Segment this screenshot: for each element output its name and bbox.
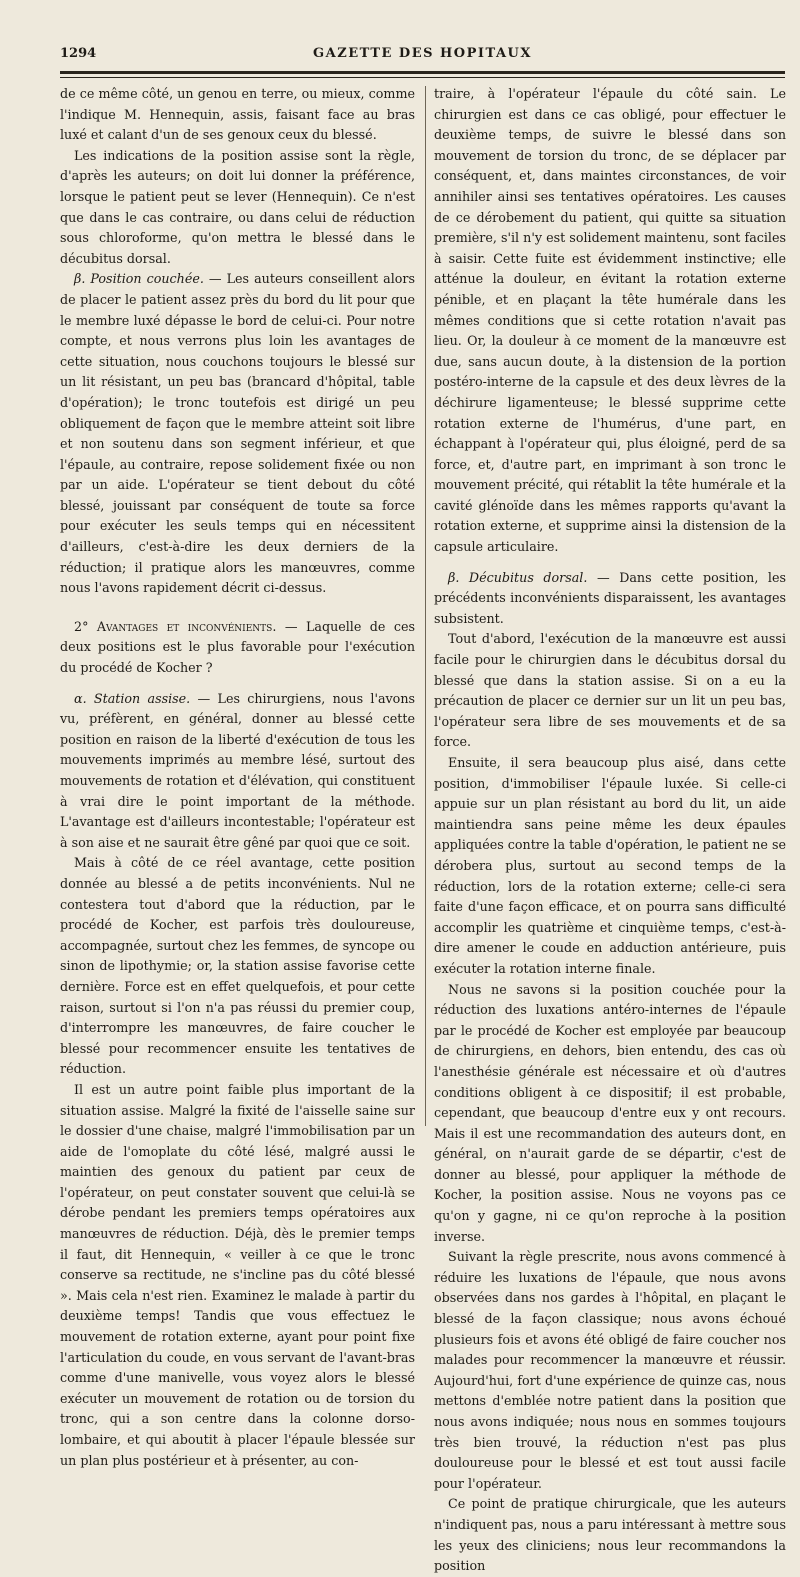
paragraph-lead: β. Position couchée. [74, 271, 204, 287]
paragraph-text: — Laquelle de ces deux positions est le plus favorable pour l'exécution du procédé de Kocher ? [60, 618, 415, 676]
column-divider [425, 86, 426, 1126]
left-column [60, 84, 415, 1471]
paragraph: traire, à l'opérateur l'épaule du côté sain. Le chirurgien est dans ce cas obligé, pour effectuer le deuxième temps, de suivre le blessé dans son mouvement de torsion du tronc, de se déplacer par conséquent, et, dans maintes circonstances, de voir annihiler ainsi ses tentatives opératoires. Les causes de ce dérobement du patient, qui quitte sa situation première, s'il n'y est solidement maintenu, sont faciles à saisir. Cette fuite est évidemment instinctive; elle atténue la douleur, en évitant la rotation externe pénible, et en plaçant la tête humérale dans les mêmes conditions que si cette rotation n'avait pas lieu. Or, la douleur à ce moment de la manœuvre est due, sans aucun doute, à la distension de la portion postéro-interne de la capsule et des deux lèvres de la déchirure ligamenteuse; le blessé supprime cette rotation externe de l'humérus, d'une part, en échappant à l'opérateur qui, plus éloigné, perd de sa force, et, d'autre part, en imprimant à son tronc le mouvement précité, qui rétablit la tête humérale et la cavité glénoïde dans les mêmes rapports qu'avant la rotation externe, et supprime ainsi la distension de la capsule articulaire. [434, 86, 786, 555]
page-number: 1294 [60, 46, 97, 61]
section-heading: 2° Avantages et inconvénients. [74, 618, 277, 634]
paragraph: Mais à côté de ce réel avantage, cette position donnée au blessé a de petits inconvénients. Nul ne contestera tout d'abord que la réduction, par le procédé de Kocher, est parfois très douloureuse, accompagnée, surtout chez les femmes, de syncope ou sinon de lipothymie; or, la station assise favorise cette dernière. Force est en effet quelquefois, et pour cette raison, surtout si l'on n'a pas réussi du premier coup, d'interrompre les manœuvres, de faire coucher le blessé pour recommencer ensuite les tentatives de réduction. [60, 855, 415, 1077]
right-column [434, 84, 786, 1577]
paragraph: Les indications de la position assise sont la règle, d'après les auteurs; on doit lui donner la préférence, lorsque le patient peut se lever (Hennequin). Ce n'est que dans le cas contraire, ou dans celui de réduction sous chloroforme, qu'on mettra le blessé dans le décubitus dorsal. [60, 147, 415, 266]
paragraph-text: — Les auteurs conseillent alors de placer le patient assez près du bord du lit pour que le membre luxé dépasse le bord de celui-ci. Pour notre compte, et nous verrons plus loin les avantages de cette situation, nous couchons toujours le blessé sur un lit résistant, un peu bas (brancard d'hôpital, table d'opération); le tronc toutefois est dirigé un peu obliquement de façon que le membre atteint soit libre et non soutenu dans son segment inférieur, et que l'épaule, au contraire, repose solidement fixée ou non par un aide. L'opérateur se tient debout du côté blessé, jouissant par conséquent de toute sa force pour exécuter les seuls temps qui en nécessitent d'ailleurs, c'est-à-dire les deux derniers de la réduction; il pratique alors les manœuvres, comme nous l'avons rapidement décrit ci-dessus. [60, 271, 415, 596]
header-rule-thin [60, 77, 785, 78]
paragraph [434, 568, 786, 630]
journal-title: GAZETTE DES HOPITAUX [313, 46, 532, 61]
paragraph: de ce même côté, un genou en terre, ou mieux, comme l'indique M. Hennequin, assis, faisant face au bras luxé et calant d'un de ses genoux ceux du blessé. [60, 86, 415, 143]
page-header [60, 46, 785, 66]
paragraph-lead: β. Décubitus dorsal. [448, 569, 588, 585]
paragraph: Ce point de pratique chirurgicale, que les auteurs n'indiquent pas, nous a paru intéressant à mettre sous les yeux des cliniciens; nous leur recommandons la position [434, 1496, 786, 1574]
paragraph: Nous ne savons si la position couchée pour la réduction des luxations antéro-internes de l'épaule par le procédé de Kocher est employée par beaucoup de chirurgiens, en dehors, bien entendu, des cas où l'anesthésie générale est nécessaire et où d'autres conditions obligent à ce dispositif; il est probable, cependant, que beaucoup d'entre eux y ont recours. Mais il est une recommandation des auteurs dont, en général, on n'aurait garde de se départir, c'est de donner au blessé, pour appliquer la méthode de Kocher, la position assise. Nous ne voyons pas ce qu'on y gagne, ni ce qu'on reproche à la position inverse. [434, 981, 786, 1244]
paragraph: Ensuite, il sera beaucoup plus aisé, dans cette position, d'immobiliser l'épaule luxée. Si celle-ci appuie sur un plan résistant au bord du lit, un aide maintiendra sans peine même les deux épaules appliquées contre la table d'opération, le patient ne se dérobera plus, surtout au second temps de la réduction, lors de la rotation externe; celle-ci sera faite d'une façon efficace, et on pourra sans difficulté accomplir les quatrième et cinquième temps, c'est-à-dire amener le coude en adduction antérieure, puis exécuter la rotation interne finale. [434, 755, 786, 976]
paragraph [60, 689, 415, 854]
paragraph [60, 269, 415, 599]
paragraph-text: — Les chirurgiens, nous l'avons vu, préfèrent, en général, donner au blessé cette position en raison de la liberté d'exécution de tous les mouvements imprimés au membre lésé, surtout des mouvements de rotation et d'élévation, qui constituent à vrai dire le point important de la méthode. L'avantage est d'ailleurs incontestable; l'opérateur est à son aise et ne saurait être gêné par quoi que ce soit. [60, 690, 416, 850]
paragraph: Tout d'abord, l'exécution de la manœuvre est aussi facile pour le chirurgien dans le décubitus dorsal du blessé que dans la station assise. Si on a eu la précaution de placer ce dernier sur un lit un peu bas, l'opérateur sera libre de ses mouvements et de sa force. [434, 631, 786, 750]
section-heading-paragraph [60, 617, 415, 679]
paragraph-text: — Dans cette position, les précédents inconvénients disparaissent, les avantages subsistent. [434, 569, 786, 626]
header-rule-thick [60, 71, 785, 74]
paragraph: Il est un autre point faible plus important de la situation assise. Malgré la fixité de l'aisselle saine sur le dossier d'une chaise, malgré l'immobilisation par un aide de l'omoplate du côté lésé, malgré aussi le maintien des genoux du patient par ceux de l'opérateur, on peut constater souvent que celui-là se dérobe pendant les premiers temps opératoires aux manœuvres de réduction. Déjà, dès le premier temps il faut, dit Hennequin, « veiller à ce que le tronc conserve sa rectitude, ne s'incline pas du côté blessé ». Mais cela n'est rien. Examinez le malade à partir du deuxième temps! Tandis que vous effectuez le mouvement de rotation externe, ayant pour point fixe l'articulation du coude, en vous servant de l'avant-bras comme d'une manivelle, vous voyez alors le blessé exécuter un mouvement de rotation ou de torsion du tronc, qui a son centre dans la colonne dorso-lombaire, et qui aboutit à placer l'épaule blessée sur un plan plus postérieur et à présenter, au con- [60, 1081, 415, 1468]
paragraph-lead: α. Station assise. [74, 690, 191, 706]
paragraph: Suivant la règle prescrite, nous avons commencé à réduire les luxations de l'épaule, que nous avons observées dans nos gardes à l'hôpital, en plaçant le blessé de la façon classique; nous avons échoué plusieurs fois et avons été obligé de faire coucher nos malades pour recommencer la manœuvre et réussir. Aujourd'hui, fort d'une expérience de quinze cas, nous mettons d'emblée notre patient dans la position que nous avons indiquée; nous nous en sommes toujours très bien trouvé, la réduction n'est pas plus douloureuse pour le blessé et est tout aussi facile pour l'opérateur. [434, 1249, 786, 1491]
